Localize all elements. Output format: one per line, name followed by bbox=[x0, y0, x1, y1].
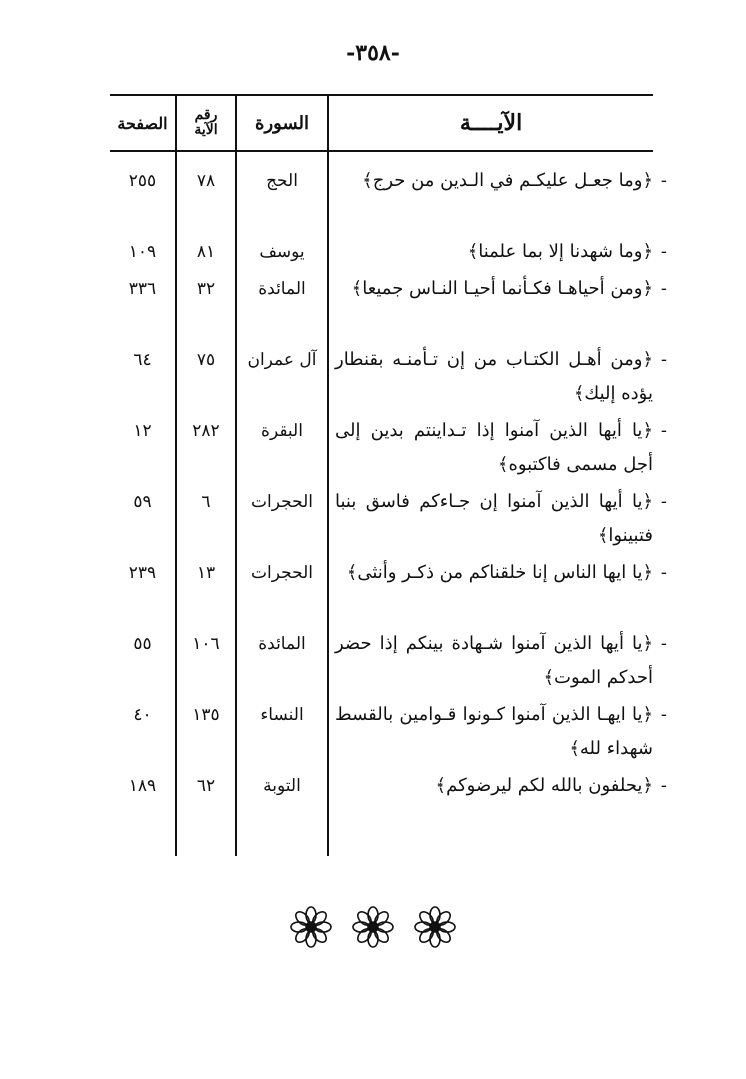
header-ayah-line2: الآية bbox=[194, 122, 218, 138]
flower-ornament-icon bbox=[413, 905, 457, 949]
header-page: الصفحة bbox=[117, 113, 168, 133]
page-number: -٣٥٨- bbox=[346, 40, 400, 66]
ayah-number: ٨١ bbox=[196, 242, 216, 262]
surah-name: النساء bbox=[260, 705, 304, 725]
surah-name: الحج bbox=[266, 171, 298, 191]
table-row bbox=[110, 235, 667, 272]
ayah-number: ١٣ bbox=[196, 563, 216, 583]
table-row bbox=[110, 272, 667, 343]
surah-name: المائدة bbox=[258, 279, 306, 299]
table-row bbox=[110, 164, 667, 235]
ayah-number: ١٣٥ bbox=[192, 705, 220, 725]
verse-text: ﴿يا ايهـا الذين آمنوا كـونوا قـوامين بالقسط شهداء لله﴾ bbox=[335, 704, 653, 759]
header-verse: الآيــــة bbox=[459, 110, 523, 136]
surah-name: التوبة bbox=[263, 776, 301, 796]
verse-index-table bbox=[110, 94, 667, 856]
flower-ornament-icon bbox=[351, 905, 395, 949]
ayah-number: ٦٢ bbox=[196, 776, 216, 796]
table-row bbox=[110, 343, 667, 414]
page-reference: ٢٣٩ bbox=[128, 563, 157, 583]
flower-ornament-icon bbox=[289, 905, 333, 949]
page-reference: ٦٤ bbox=[133, 350, 152, 370]
row-dash: - bbox=[660, 349, 667, 370]
verse-text: ﴿يحلفون بالله لكم ليرضوكم﴾ bbox=[435, 775, 653, 796]
surah-name: المائدة bbox=[258, 634, 306, 654]
ayah-number: ٣٢ bbox=[196, 279, 216, 299]
row-dash: - bbox=[660, 278, 667, 299]
verse-text: ﴿يا أيها الذين آمنوا إذا تـداينتم بدين إلى أجل مسمى فاكتبوه﴾ bbox=[335, 420, 653, 475]
header-surah: السورة bbox=[255, 112, 309, 134]
row-dash: - bbox=[660, 704, 667, 725]
table-row bbox=[110, 414, 667, 485]
verse-text: ﴿ومن أحياهـا فكـأنما أحيـا النـاس جميعا﴾ bbox=[351, 278, 653, 299]
ayah-number: ٧٥ bbox=[196, 350, 216, 370]
row-dash: - bbox=[660, 241, 667, 262]
row-dash: - bbox=[660, 420, 667, 441]
end-ornament bbox=[0, 905, 746, 949]
row-dash: - bbox=[660, 775, 667, 796]
ayah-number: ٦ bbox=[201, 492, 211, 512]
table-row bbox=[110, 556, 667, 627]
ayah-number: ١٠٦ bbox=[192, 634, 220, 654]
verse-text: ﴿يا ايها الناس إنا خلقناكم من ذكـر وأنثى﴾ bbox=[346, 562, 653, 583]
row-dash: - bbox=[660, 633, 667, 654]
table-top-rule bbox=[110, 94, 653, 96]
surah-name: الحجرات bbox=[251, 492, 313, 512]
header-bottom-rule bbox=[110, 150, 653, 152]
page-reference: ٤٠ bbox=[133, 705, 152, 725]
surah-name: الحجرات bbox=[251, 563, 313, 583]
surah-name: آل عمران bbox=[247, 350, 317, 370]
table-body bbox=[110, 164, 667, 806]
page-reference: ٢٥٥ bbox=[128, 171, 157, 191]
page-reference: ٥٥ bbox=[133, 634, 152, 654]
page-reference: ١٨٩ bbox=[128, 776, 157, 796]
verse-text: ﴿وما جعـل عليكـم في الـدين من حرج﴾ bbox=[362, 170, 653, 191]
page-reference: ٣٣٦ bbox=[128, 279, 157, 299]
header-ayah-line1: رقم bbox=[194, 107, 218, 123]
surah-name: يوسف bbox=[259, 242, 305, 262]
header-ayah-number bbox=[177, 100, 235, 146]
ayah-number: ٧٨ bbox=[196, 171, 216, 191]
page-reference: ١٠٩ bbox=[128, 242, 157, 262]
verse-text: ﴿ومن أهـل الكتـاب من إن تـأمنـه بقنطار يؤده إليك﴾ bbox=[335, 349, 653, 404]
page-reference: ٥٩ bbox=[133, 492, 152, 512]
surah-name: البقرة bbox=[261, 421, 303, 441]
ayah-number: ٢٨٢ bbox=[192, 421, 220, 441]
table-row bbox=[110, 627, 667, 698]
table-row bbox=[110, 485, 667, 556]
verse-text: ﴿يا أيها الذين آمنوا شـهادة بينكم إذا حضر أحدكم الموت﴾ bbox=[335, 633, 653, 688]
row-dash: - bbox=[660, 491, 667, 512]
row-dash: - bbox=[660, 562, 667, 583]
page-reference: ١٢ bbox=[133, 421, 152, 441]
table-row bbox=[110, 698, 667, 769]
table-row bbox=[110, 769, 667, 806]
verse-text: ﴿وما شهدنا إلا بما علمنا﴾ bbox=[467, 241, 653, 262]
verse-text: ﴿يا أيها الذين آمنوا إن جـاءكم فاسق بنبا فتبينوا﴾ bbox=[335, 491, 653, 546]
row-dash: - bbox=[660, 170, 667, 191]
